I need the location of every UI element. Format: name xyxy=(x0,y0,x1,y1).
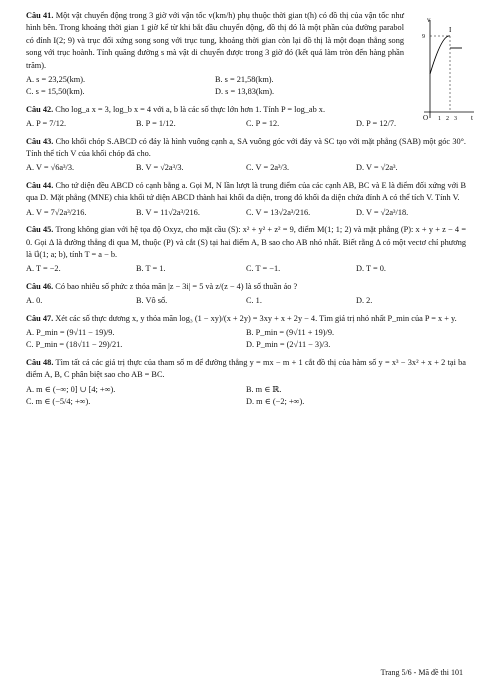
parabola-curve xyxy=(430,36,450,74)
option-c[interactable]: C. 1. xyxy=(246,296,262,306)
options xyxy=(26,162,466,174)
options xyxy=(26,207,466,219)
x-tick-3: 3 xyxy=(454,116,457,122)
exam-page xyxy=(26,10,473,413)
question-42 xyxy=(26,104,466,131)
option-a[interactable]: A. m ∈ (−∞; 0] ∪ [4; +∞). xyxy=(26,384,116,394)
option-b[interactable]: B. m ∈ ℝ. xyxy=(246,384,282,394)
question-47 xyxy=(26,313,466,352)
option-a[interactable]: A. P_min = (9√11 − 19)/9. xyxy=(26,327,115,337)
option-a[interactable]: A. P = 7/12. xyxy=(26,119,67,129)
option-a[interactable]: A. T = −2. xyxy=(26,264,61,274)
x-tick-1: 1 xyxy=(438,116,441,122)
y-axis-label: v xyxy=(427,16,431,24)
option-b[interactable]: B. V = 11√2a³/216. xyxy=(136,207,200,217)
question-text: Cho tứ diện đều ABCD có cạnh bằng a. Gọi M, N lần lượt là trung điểm của các cạnh AB, BC và E là điểm đối xứng với B qua D. Mặt phẳng (MNE) chia khối tứ diện ABCD thành hai khối đa diện, trong đó khối đa diện chứa đỉnh A có thể tích V. Tính V. xyxy=(26,180,467,203)
option-a[interactable]: A. 0. xyxy=(26,296,43,306)
question-number: Câu 43. xyxy=(26,136,54,146)
options xyxy=(26,263,466,275)
option-c[interactable]: C. V = 13√2a³/216. xyxy=(246,207,311,217)
options xyxy=(26,327,466,352)
option-b[interactable]: B. V = √2a³/3. xyxy=(136,163,184,173)
option-c[interactable]: C. V = 2a³/3. xyxy=(246,163,290,173)
option-b[interactable]: B. Vô số. xyxy=(136,296,168,306)
option-a[interactable]: A. s = 23,25(km). xyxy=(26,75,86,85)
question-text: Có bao nhiêu số phức z thỏa mãn |z − 3i| = 5 và z/(z − 4) là số thuần ảo ? xyxy=(55,281,298,291)
option-d[interactable]: D. s = 13,83(km). xyxy=(215,87,275,97)
velocity-graph xyxy=(416,14,478,124)
option-a[interactable]: A. V = √6a³/3. xyxy=(26,163,75,173)
option-d[interactable]: D. V = √2a³/18. xyxy=(356,207,409,217)
question-text: Tìm tất cả các giá trị thực của tham số m để đường thẳng y = mx − m + 1 cắt đồ thị của hàm số y = x³ − 3x² + x + 2 tại ba điểm A, B, C phân biệt sao cho AB = BC. xyxy=(26,357,466,380)
question-number: Câu 48. xyxy=(26,357,54,367)
x-axis-label: t xyxy=(471,114,473,122)
question-number: Câu 47. xyxy=(26,313,54,323)
question-number: Câu 41. xyxy=(26,11,54,20)
question-44 xyxy=(26,180,466,219)
options xyxy=(26,118,466,130)
question-number: Câu 44. xyxy=(26,180,54,190)
option-d[interactable]: D. T = 0. xyxy=(356,264,386,274)
option-d[interactable]: D. P_min = (2√11 − 3)/3. xyxy=(246,340,331,350)
option-c[interactable]: C. T = −1. xyxy=(246,264,281,274)
option-d[interactable]: D. P = 12/7. xyxy=(356,119,397,129)
options xyxy=(26,295,466,307)
question-text: Xét các số thực dương x, y thỏa mãn log₃ (1 − xy)/(x + 2y) = 3xy + x + 2y − 4. Tìm giá trị nhỏ nhất P_min của P = x + y. xyxy=(55,313,457,323)
options xyxy=(26,384,466,409)
question-text: Cho log_a x = 3, log_b x = 4 với a, b là các số thực lớn hơn 1. Tính P = log_ab x. xyxy=(55,104,326,114)
option-c[interactable]: C. P_min = (18√11 − 29)/21. xyxy=(26,340,123,350)
option-b[interactable]: B. P = 1/12. xyxy=(136,119,176,129)
option-a[interactable]: A. V = 7√2a³/216. xyxy=(26,207,87,217)
y-tick-9: 9 xyxy=(422,34,425,40)
question-number: Câu 45. xyxy=(26,225,54,235)
option-b[interactable]: B. P_min = (9√11 + 19)/9. xyxy=(246,327,335,337)
peak-label: I xyxy=(449,26,452,34)
question-number: Câu 46. xyxy=(26,281,54,291)
question-text: Một vật chuyển động trong 3 giờ với vận tốc v(km/h) phụ thuộc thời gian t(h) có đồ thị của vận tốc như hình bên. Trong khoảng thời gian 1 giờ kể từ khi bắt đầu chuyển động, đồ thị đó là một phần của đường parabol có đỉnh I(2; 9) và trục đối xứng song song với trục tung, khoảng thời gian còn lại đồ thị là một đoạn thẳng song song với trục hoành. Tính quãng đường s mà vật di chuyển được trong 3 giờ đó (kết quả làm tròn đến hàng phần trăm). xyxy=(26,11,404,70)
question-43 xyxy=(26,136,466,175)
option-c[interactable]: C. s = 15,50(km). xyxy=(26,87,85,97)
option-b[interactable]: B. T = 1. xyxy=(136,264,166,274)
question-text: Cho khối chóp S.ABCD có đáy là hình vuông cạnh a, SA vuông góc với đáy và SC tạo với mặt phẳng (SAB) một góc 30°. Tính thể tích V của khối chóp đã cho. xyxy=(26,136,467,159)
page-footer: Trang 5/6 - Mã đề thi 101 xyxy=(380,668,463,677)
question-number: Câu 42. xyxy=(26,104,54,114)
question-48 xyxy=(26,357,466,409)
option-d[interactable]: D. V = √2a³. xyxy=(356,163,398,173)
option-d[interactable]: D. m ∈ (−2; +∞). xyxy=(246,396,305,406)
option-c[interactable]: C. m ∈ (−5/4; +∞). xyxy=(26,396,91,406)
question-text: Trong không gian với hệ tọa độ Oxyz, cho mặt cầu (S): x² + y² + z² = 9, điểm M(1; 1; 2) và mặt phẳng (P): x + y + z − 4 = 0. Gọi Δ là đường thẳng đi qua M, thuộc (P) và cắt (S) tại hai điểm A, B sao cho AB nhỏ nhất. Biết rằng Δ có một vectơ chỉ phương là u⃗(1; a; b), tính T = a − b. xyxy=(26,225,466,259)
option-c[interactable]: C. P = 12. xyxy=(246,119,280,129)
question-46 xyxy=(26,281,466,308)
question-45 xyxy=(26,224,466,276)
option-d[interactable]: D. 2. xyxy=(356,296,373,306)
option-b[interactable]: B. s = 21,58(km). xyxy=(215,75,274,85)
x-tick-2: 2 xyxy=(446,116,449,122)
options xyxy=(26,74,404,99)
origin-label: O xyxy=(423,114,429,122)
